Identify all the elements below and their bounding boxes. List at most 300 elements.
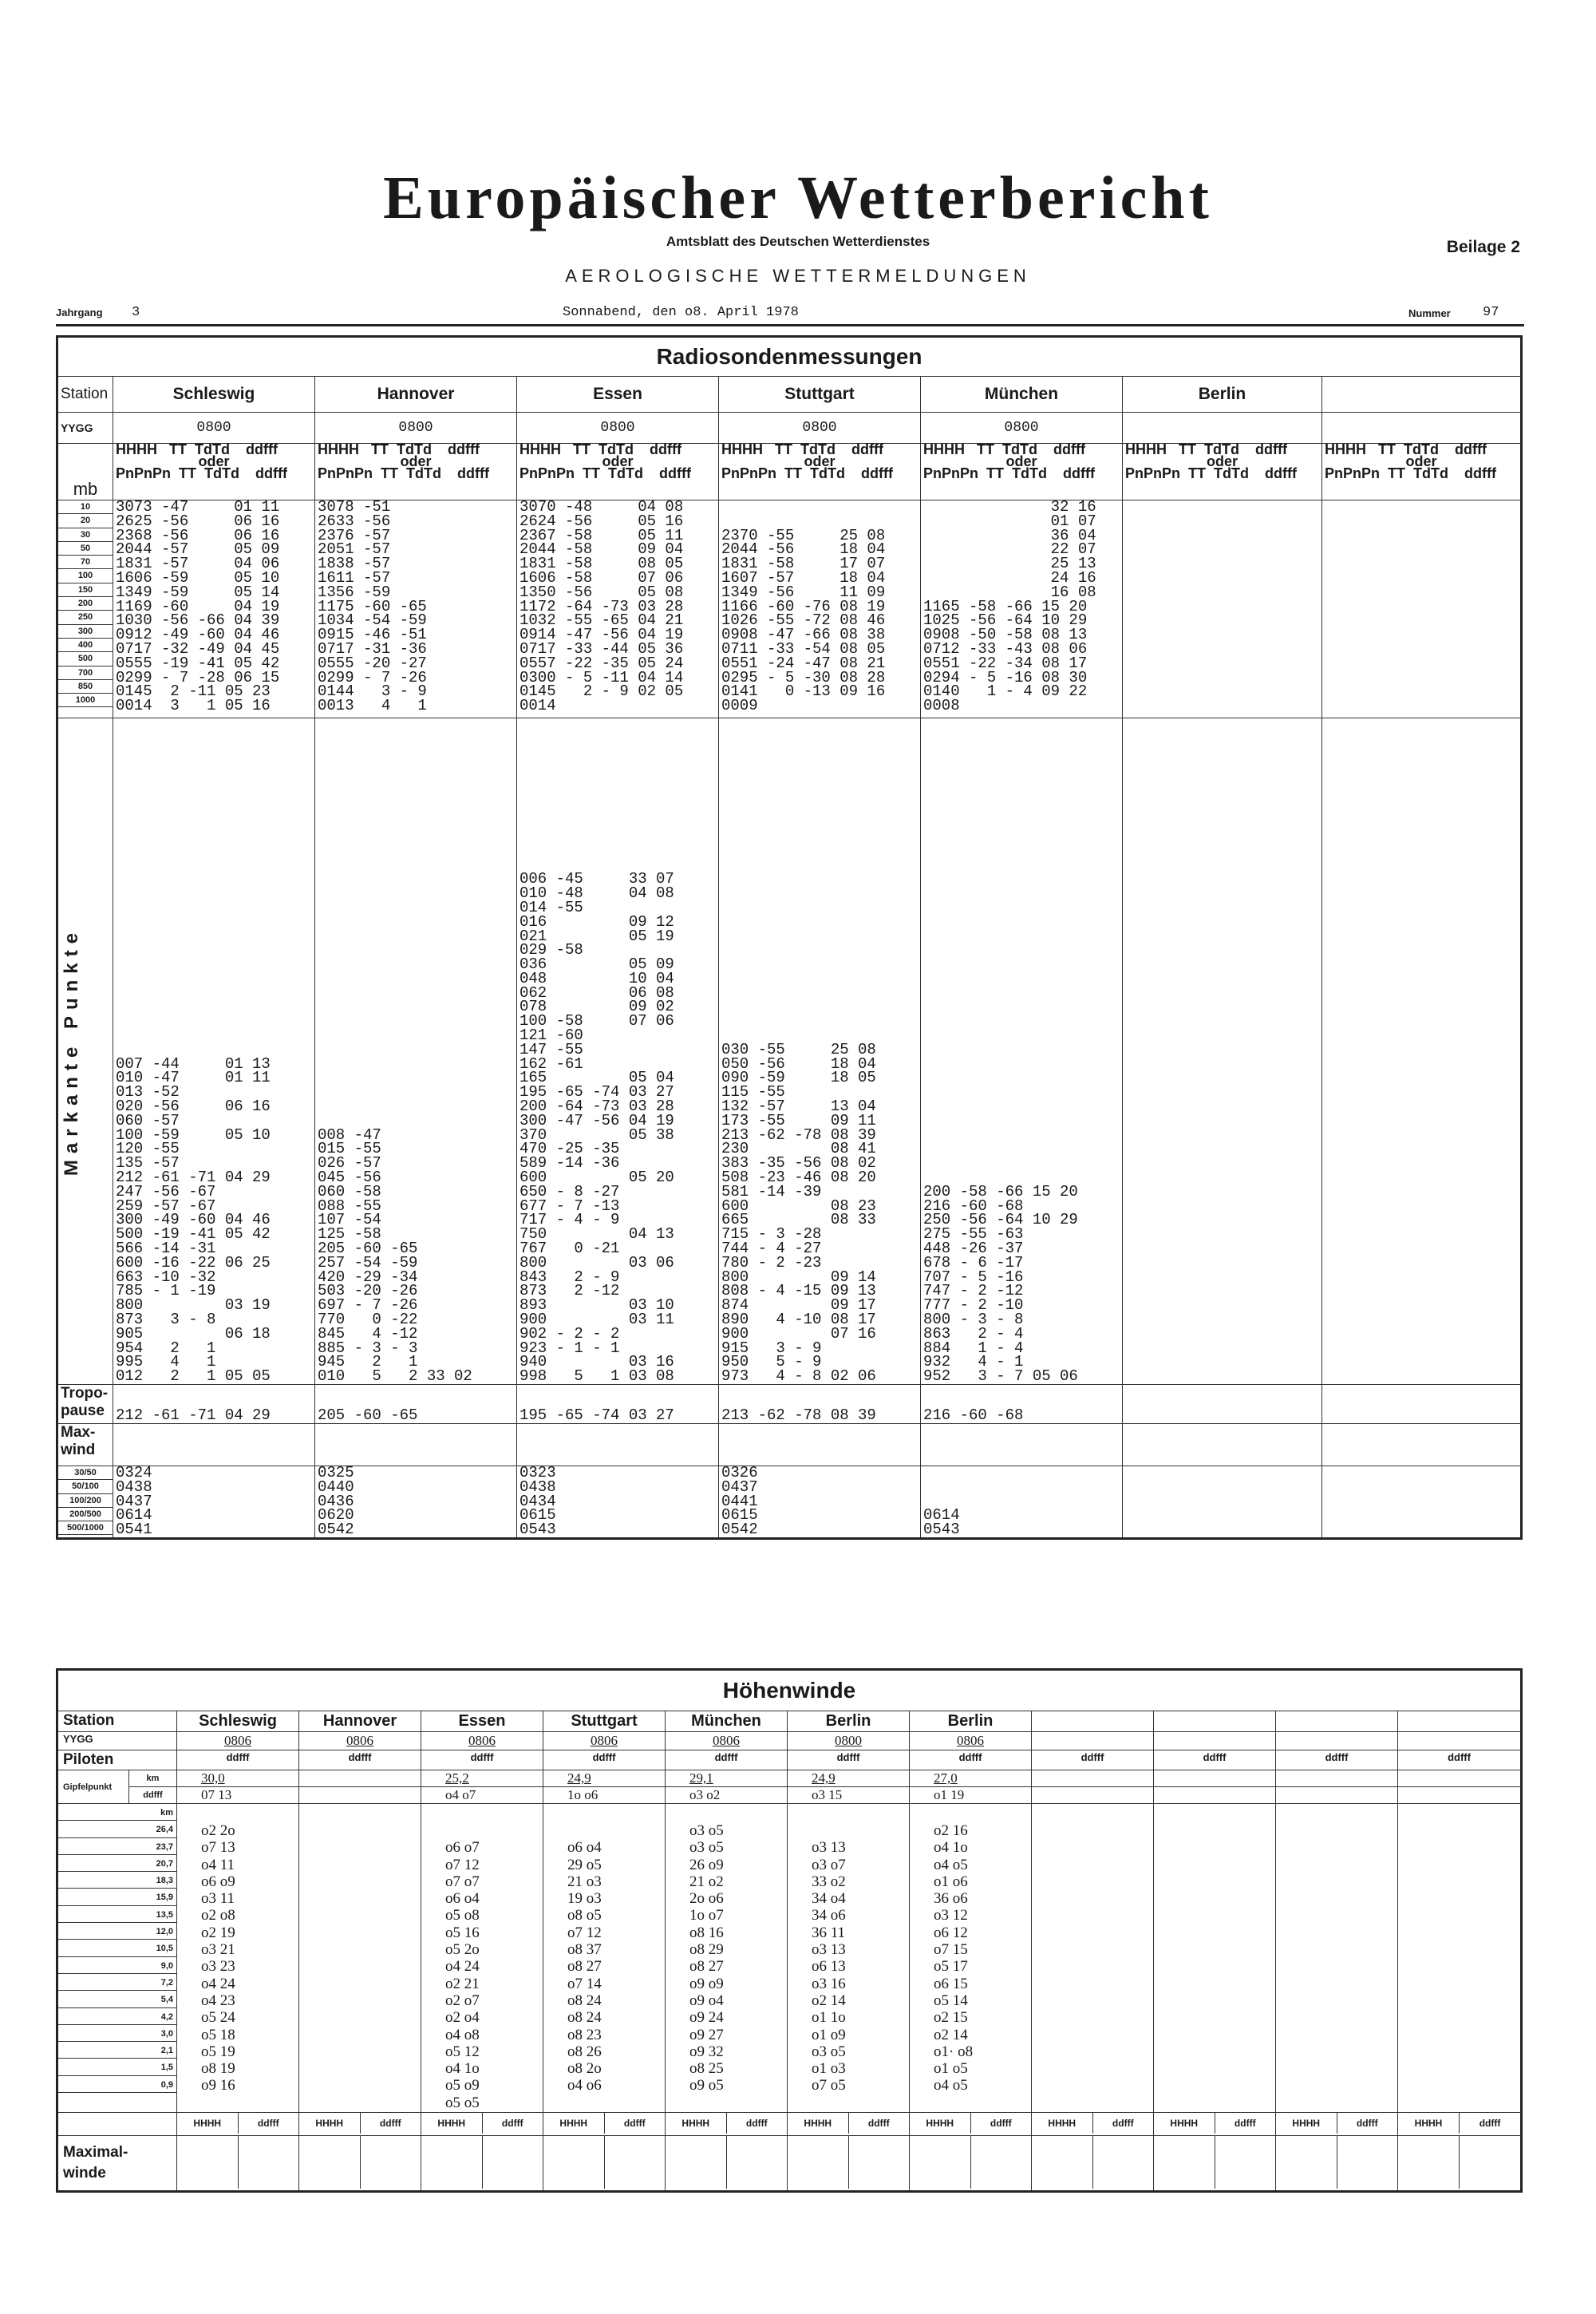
hw-station-6-max-hhhh <box>788 2136 849 2189</box>
km-level-label: 26,4 <box>58 1821 176 1837</box>
station-5-layer-thickness <box>921 1466 1123 1539</box>
hw-station-6-name: Berlin <box>788 1711 910 1732</box>
page-title: Europäischer Wetterbericht <box>383 164 1213 231</box>
hw-station-10-gipfel <box>1276 1770 1398 1804</box>
hw-station-4-ddfff-label: ddfff <box>623 2118 646 2130</box>
hw-station-11-max-hhhh <box>1398 2136 1460 2189</box>
mb-level-label: 100 <box>58 569 113 583</box>
station-4-standard-levels-text: 2370 -55 25 08 2044 -56 18 04 1831 -58 17 07 1607 -57 18 04 1349 -56 11 09 1166 -60 -76 08 19 1026 -55 -72 08 46 0908 -47 -66 08 38 0711 -33 -54 08 05 0551 -24 -47 08 21 0295 - 5 -30 08 28 0141 0 -13 09 16 0009 <box>721 526 886 715</box>
hw-station-10-name <box>1276 1711 1398 1732</box>
hw-station-1-maximalwinde-cells <box>177 2136 298 2189</box>
tropopause-label: Tropo- pause <box>57 1385 113 1424</box>
hw-station-6-gipfel <box>788 1770 910 1804</box>
issue-info-row <box>56 303 1524 326</box>
hw-station-5-yygg <box>666 1732 788 1750</box>
station-6-column-head-line: oder <box>1206 453 1238 469</box>
hw-station-10-hhhh-ddfff-labels <box>1276 2113 1397 2134</box>
hw-station-8-piloten-ddfff: ddfff <box>1080 1751 1104 1763</box>
km-level-label: 0,9 <box>58 2076 176 2093</box>
hw-station-3-ddfff-label: ddfff <box>501 2118 523 2130</box>
hw-station-5-max-ddfff <box>727 2136 788 2189</box>
station-5-column-head <box>921 441 1123 500</box>
hw-station-3-name: Essen <box>421 1711 543 1732</box>
station-6-column-head <box>1123 441 1322 500</box>
mb-level-label: 10 <box>58 500 113 514</box>
hw-station-4-maximalwinde-cells <box>543 2136 665 2189</box>
station-4-layer-thickness <box>719 1466 921 1539</box>
layer-labels <box>57 1466 113 1539</box>
station-1-markante-punkte <box>113 718 315 1385</box>
hw-station-5-name: München <box>666 1711 788 1732</box>
station-2-layer-thickness <box>315 1466 517 1539</box>
mb-level-label: 150 <box>58 583 113 597</box>
hw-station-3-hhhh-label: HHHH <box>421 2113 483 2134</box>
mb-label: mb <box>57 444 113 500</box>
hw-station-6-gipfel-km: 24,9 <box>788 1770 909 1787</box>
hw-station-7-max-ddfff <box>971 2136 1032 2189</box>
km-level-label: 5,4 <box>58 1991 176 2007</box>
hw-station-9-hhhh-label: HHHH <box>1154 2113 1215 2134</box>
hw-station-7-winds <box>910 1804 1032 2113</box>
hw-station-10-hhhh-label: HHHH <box>1276 2113 1337 2134</box>
radiosonde-table <box>56 335 1523 1540</box>
station-2-column-head <box>315 441 517 500</box>
mb-level-label: 700 <box>58 667 113 680</box>
station-7-column-head-line: PnPnPn TT TdTd ddfff <box>1325 465 1496 481</box>
hw-station-3-gipfel-km: 25,2 <box>421 1770 543 1787</box>
hw-station-3-yygg-value: 0806 <box>468 1733 496 1748</box>
station-4-markante-punkte-text: 030 -55 25 08 050 -56 18 04 090 -59 18 05 115 -55 132 -57 13 04 173 -55 09 11 213 -62 -78 08 39 230 08 41 383 -35 -56 08 02 508 -23 -46 08 20 581 -14 -39 600 08 23 665 08 33 715 - 3 -28 744 - 4 -27 780 - 2 -23 800 09 14 808 - 4 -15 09 13 874 09 17 890 4 -10 08 17 900 07 16 915 3 - 9 950 5 - 9 973 4 - 8 02 06 <box>721 1040 876 1386</box>
hw-station-11-gipfel-ddfff <box>1398 1787 1520 1803</box>
km-level-label: 9,0 <box>58 1957 176 1974</box>
hw-station-1-max-ddfff <box>239 2136 299 2189</box>
hw-station-1-hhhh-ddfff-labels <box>177 2113 298 2134</box>
station-1-maxwind <box>113 1424 315 1466</box>
station-4-tropopause-text: 213 -62 -78 08 39 <box>721 1406 876 1425</box>
hw-station-7-ddfff-label: ddfff <box>990 2118 1012 2130</box>
station-6-standard-levels <box>1123 500 1322 718</box>
hw-station-1-ddfff-label: ddfff <box>257 2118 279 2130</box>
station-2-maxwind <box>315 1424 517 1466</box>
hw-station-4-yygg-value: 0806 <box>591 1733 618 1748</box>
piloten-label: Piloten <box>57 1750 177 1770</box>
station-5-tropopause <box>921 1385 1123 1424</box>
hw-station-5-gipfel-km: 29,1 <box>666 1770 787 1787</box>
station-1-layer-thickness <box>113 1466 315 1539</box>
markante-punkte-label-cell <box>57 718 113 1385</box>
station-3-tropopause <box>517 1385 719 1424</box>
hw-station-5-gipfel-ddfff: o3 o2 <box>689 1787 721 1802</box>
hw-station-7-hhhh-ddfff-labels <box>910 2113 1031 2134</box>
hw-station-4-gipfel-km: 24,9 <box>543 1770 665 1787</box>
station-2-markante-punkte-text: 008 -47 015 -55 026 -57 045 -56 060 -58 088 -55 107 -54 125 -58 205 -60 -65 257 -54 -59 420 -29 -34 503 -20 -26 697 - 7 -26 770 0 -22 845 4 -12 885 - 3 - 3 945 2 1 010 5 2 33 02 <box>318 1125 472 1386</box>
hw-station-10-gipfel-km <box>1276 1770 1397 1787</box>
layer-label: 500/1000 <box>58 1521 113 1535</box>
hw-station-11-name <box>1398 1711 1522 1732</box>
mb-levels <box>57 500 113 718</box>
km-level-label: 4,2 <box>58 2008 176 2025</box>
maximalwinde-label: Maximal- winde <box>57 2136 177 2192</box>
hw-station-3-yygg <box>421 1732 543 1750</box>
hw-station-9-max-hhhh <box>1154 2136 1215 2189</box>
hw-station-11-piloten-ddfff: ddfff <box>1448 1751 1471 1763</box>
hw-station-4-hhhh-ddfff <box>543 2113 666 2136</box>
maxwind-label: Max- wind <box>57 1424 113 1466</box>
station-1-column-head-line: PnPnPn TT TdTd ddfff <box>116 465 287 481</box>
gipfelpunkt-label: Gipfelpunkt <box>57 1770 129 1804</box>
km-level-label: 23,7 <box>58 1838 176 1855</box>
station-7-layer-thickness <box>1322 1466 1522 1539</box>
hw-station-11-winds <box>1398 1804 1522 2113</box>
station-6-name: Berlin <box>1123 377 1322 413</box>
hw-station-2-gipfel-km <box>299 1770 421 1787</box>
hw-station-3-piloten <box>421 1750 543 1770</box>
layer-label: 200/500 <box>58 1508 113 1521</box>
station-3-layer-thickness-text: 0323 0438 0434 0615 0543 <box>519 1464 556 1539</box>
hw-station-10-winds <box>1276 1804 1398 2113</box>
mb-level-label: 70 <box>58 556 113 569</box>
hw-station-4-winds-text: o6 o4 29 o5 21 o3 19 o3 o8 o5 o7 12 o8 37 o8 27 o7 14 o8 24 o8 24 o8 23 o8 26 o8 2o o4 o6 <box>567 1839 602 2094</box>
hw-station-3-hhhh-ddfff-labels <box>421 2113 543 2134</box>
hw-station-1-maximalwinde <box>177 2136 299 2192</box>
hoehenwinde-table <box>56 1668 1523 2193</box>
hw-station-7-gipfel <box>910 1770 1032 1804</box>
station-3-tropopause-text: 195 -65 -74 03 27 <box>519 1406 674 1425</box>
station-1-name: Schleswig <box>113 377 315 413</box>
hw-station-7-hhhh-ddfff <box>910 2113 1032 2136</box>
hw-station-8-yygg <box>1032 1732 1154 1750</box>
km-level-label: km <box>58 1804 176 1821</box>
hw-station-6-hhhh-ddfff <box>788 2113 910 2136</box>
hw-station-2-piloten <box>299 1750 421 1770</box>
hw-station-5-ddfff-label: ddfff <box>745 2118 768 2130</box>
station-2-standard-levels-text: 3078 -51 2633 -56 2376 -57 2051 -57 1838 -57 1611 -57 1356 -59 1175 -60 -65 1034 -54 -59 0915 -46 -51 0717 -31 -36 0555 -20 -27 0299 - 7 -26 0144 3 - 9 0013 4 1 <box>318 498 427 715</box>
hw-station-3-gipfel-ddfff: o4 o7 <box>445 1787 476 1802</box>
layer-label: 100/200 <box>58 1494 113 1508</box>
hw-station-11-hhhh-label: HHHH <box>1398 2113 1460 2134</box>
hw-station-3-max-ddfff <box>483 2136 543 2189</box>
issue-date: Sonnabend, den o8. April 1978 <box>563 305 799 320</box>
mb-level-label: 20 <box>58 514 113 528</box>
hw-station-9-winds <box>1154 1804 1276 2113</box>
hw-station-9-hhhh-ddfff <box>1154 2113 1276 2136</box>
km-level-label: 18,3 <box>58 1872 176 1889</box>
hw-station-5-hhhh-ddfff-labels <box>666 2113 787 2134</box>
station-1-standard-levels-text: 3073 -47 01 11 2625 -56 06 16 2368 -56 06 16 2044 -57 05 09 1831 -57 04 06 1606 -59 05 10 1349 -59 05 14 1169 -60 04 19 1030 -56 -66 04 39 0912 -49 -60 04 46 0717 -32 -49 04 45 0555 -19 -41 05 42 0299 - 7 -28 06 15 0145 2 -11 05 23 0014 3 1 05 16 <box>116 498 280 715</box>
station-7-name <box>1322 377 1522 413</box>
hw-station-2-winds <box>299 1804 421 2113</box>
km-level-label: 20,7 <box>58 1855 176 1872</box>
km-level-label: 10,5 <box>58 1940 176 1956</box>
mb-level-label: 500 <box>58 652 113 666</box>
hw-station-8-max-ddfff <box>1093 2136 1154 2189</box>
km-level-label: 1,5 <box>58 2059 176 2075</box>
hw-station-8-ddfff-label: ddfff <box>1112 2118 1134 2130</box>
hw-station-2-piloten-ddfff: ddfff <box>348 1751 372 1763</box>
hw-station-6-yygg-value: 0800 <box>835 1733 862 1748</box>
hw-station-5-gipfel <box>666 1770 788 1804</box>
hw-station-7-maximalwinde-cells <box>910 2136 1031 2189</box>
hw-station-10-maximalwinde <box>1276 2136 1398 2192</box>
station-4-column-head <box>719 441 921 500</box>
hw-station-6-hhhh-ddfff-labels <box>788 2113 909 2134</box>
station-3-yygg: 0800 <box>517 413 719 444</box>
hw-station-4-hhhh-ddfff-labels <box>543 2113 665 2134</box>
station-3-column-head-line: oder <box>602 453 634 469</box>
station-6-maxwind <box>1123 1424 1322 1466</box>
markante-punkte-label: Markante Punkte <box>61 926 82 1177</box>
hw-station-9-name <box>1154 1711 1276 1732</box>
station-1-column-head-line: HHHH TT TdTd ddfff <box>116 441 278 457</box>
mb-level-label: 30 <box>58 528 113 542</box>
station-4-yygg: 0800 <box>719 413 921 444</box>
subtitle: Amtsblatt des Deutschen Wetterdienstes <box>666 234 930 249</box>
station-3-name: Essen <box>517 377 719 413</box>
hw-station-4-winds <box>543 1804 666 2113</box>
layer-label: 30/50 <box>58 1466 113 1480</box>
hw-station-11-gipfel-km <box>1398 1770 1520 1787</box>
station-5-markante-punkte <box>921 718 1123 1385</box>
km-level-label: 7,2 <box>58 1974 176 1991</box>
hw-station-2-hhhh-ddfff-labels <box>299 2113 421 2134</box>
hw-station-6-gipfel-ddfff: o3 15 <box>812 1787 843 1802</box>
hw-station-7-max-hhhh <box>910 2136 971 2189</box>
hw-station-8-name <box>1032 1711 1154 1732</box>
section-title: AEROLOGISCHE WETTERMELDUNGEN <box>565 266 1031 286</box>
station-4-tropopause <box>719 1385 921 1424</box>
hw-station-2-yygg-value: 0806 <box>346 1733 373 1748</box>
station-2-tropopause-text: 205 -60 -65 <box>318 1406 418 1425</box>
hw-station-1-hhhh-ddfff <box>177 2113 299 2136</box>
station-6-markante-punkte <box>1123 718 1322 1385</box>
hw-station-1-hhhh-label: HHHH <box>177 2113 239 2134</box>
mb-level-label: 250 <box>58 611 113 624</box>
hw-station-1-piloten-ddfff: ddfff <box>226 1751 250 1763</box>
hw-station-1-yygg <box>177 1732 299 1750</box>
hw-station-9-gipfel <box>1154 1770 1276 1804</box>
station-1-layer-thickness-text: 0324 0438 0437 0614 0541 <box>116 1464 152 1539</box>
hw-station-3-winds-text: o6 o7 o7 12 o7 o7 o6 o4 o5 o8 o5 16 o5 2o o4 24 o2 21 o2 o7 o2 o4 o4 o8 o5 12 o4 1o o5 o9 o5 o5 <box>445 1839 480 2111</box>
hw-station-7-gipfel-ddfff: o1 19 <box>934 1787 965 1802</box>
hw-station-6-maximalwinde <box>788 2136 910 2192</box>
station-7-column-head <box>1322 441 1522 500</box>
hw-station-2-max-hhhh <box>299 2136 361 2189</box>
station-6-yygg <box>1123 413 1322 444</box>
nummer-label: Nummer <box>1408 307 1451 319</box>
hw-station-10-max-hhhh <box>1276 2136 1337 2189</box>
hw-station-1-gipfel <box>177 1770 299 1804</box>
hw-station-4-piloten-ddfff: ddfff <box>592 1751 616 1763</box>
hw-station-3-maximalwinde-cells <box>421 2136 543 2189</box>
station-3-markante-punkte <box>517 718 719 1385</box>
hw-station-10-yygg <box>1276 1732 1398 1750</box>
hw-station-5-piloten-ddfff: ddfff <box>714 1751 738 1763</box>
station-5-maxwind <box>921 1424 1123 1466</box>
station-3-markante-punkte-text: 006 -45 33 07 010 -48 04 08 014 -55 016 09 12 021 05 19 029 -58 036 05 09 048 10 04 062 06 08 078 09 02 100 -58 07 06 121 -60 147 -55 162 -61 165 05 04 195 -65 -74 03 27 200 -64 -73 03 28 300 -47 -56 04 19 370 05 38 470 -25 -35 589 -14 -36 600 05 20 650 - 8 -27 677 - 7 -13 717 - 4 - 9 750 04 13 767 0 -21 800 03 06 843 2 - 9 873 2 -12 893 03 10 900 03 11 902 - 2 - 2 923 - 1 - 1 940 03 16 998 5 1 03 08 <box>519 870 674 1386</box>
station-2-standard-levels <box>315 500 517 718</box>
hw-station-6-yygg <box>788 1732 910 1750</box>
station-1-column-head <box>113 441 315 500</box>
station-1-column-head-line: oder <box>198 453 230 469</box>
station-6-column-head-line: PnPnPn TT TdTd ddfff <box>1125 465 1297 481</box>
km-level-label: 15,9 <box>58 1889 176 1905</box>
station-3-standard-levels <box>517 500 719 718</box>
station-label: Station <box>57 377 113 413</box>
hw-station-2-yygg <box>299 1732 421 1750</box>
station-7-column-head-line: oder <box>1405 453 1437 469</box>
hw-station-8-winds <box>1032 1804 1154 2113</box>
mb-level-label: 50 <box>58 542 113 556</box>
station-5-tropopause-text: 216 -60 -68 <box>923 1406 1024 1425</box>
station-3-maxwind <box>517 1424 719 1466</box>
hw-station-5-max-hhhh <box>666 2136 727 2189</box>
hw-station-9-max-ddfff <box>1215 2136 1276 2189</box>
hw-station-2-name: Hannover <box>299 1711 421 1732</box>
hw-station-3-hhhh-ddfff <box>421 2113 543 2136</box>
station-2-layer-thickness-text: 0325 0440 0436 0620 0542 <box>318 1464 354 1539</box>
radiosonde-caption: Radiosondenmessungen <box>57 337 1522 377</box>
hw-station-6-max-ddfff <box>849 2136 910 2189</box>
hw-station-9-yygg <box>1154 1732 1276 1750</box>
hw-station-10-piloten <box>1276 1750 1398 1770</box>
hw-station-9-gipfel-km <box>1154 1770 1275 1787</box>
hw-station-2-max-ddfff <box>361 2136 421 2189</box>
beilage-label: Beilage 2 <box>1446 238 1520 256</box>
hw-station-2-ddfff-label: ddfff <box>379 2118 401 2130</box>
hw-station-1-winds-text: o2 2o o7 13 o4 11 o6 o9 o3 11 o2 o8 o2 19 o3 21 o3 23 o4 24 o4 23 o5 24 o5 18 o5 19 o8 19 o9 16 <box>201 1822 235 2094</box>
station-5-layer-thickness-text: 0614 0543 <box>923 1506 960 1539</box>
hw-station-3-gipfel <box>421 1770 543 1804</box>
gipfel-ddfff-label: ddfff <box>143 1790 163 1800</box>
hw-station-7-piloten-ddfff: ddfff <box>958 1751 982 1763</box>
station-5-column-head-line: HHHH TT TdTd ddfff <box>923 441 1085 457</box>
hw-station-5-winds <box>666 1804 788 2113</box>
hw-station-4-gipfel-ddfff: 1o o6 <box>567 1787 598 1802</box>
hw-station-9-gipfel-ddfff <box>1154 1787 1275 1803</box>
jahrgang-value: 3 <box>132 305 140 320</box>
hw-station-7-hhhh-label: HHHH <box>910 2113 971 2134</box>
hw-station-11-piloten <box>1398 1750 1522 1770</box>
station-6-layer-thickness <box>1123 1466 1322 1539</box>
hw-station-2-gipfel <box>299 1770 421 1804</box>
hw-station-10-piloten-ddfff: ddfff <box>1325 1751 1349 1763</box>
hw-station-4-hhhh-label: HHHH <box>543 2113 605 2134</box>
hw-station-2-gipfel-ddfff <box>299 1787 421 1803</box>
station-6-column-head-line: HHHH TT TdTd ddfff <box>1125 441 1287 457</box>
station-2-yygg: 0800 <box>315 413 517 444</box>
hw-station-5-piloten <box>666 1750 788 1770</box>
hw-station-6-winds <box>788 1804 910 2113</box>
km-level-label: 13,5 <box>58 1906 176 1923</box>
km-level-label: 3,0 <box>58 2025 176 2042</box>
station-1-standard-levels <box>113 500 315 718</box>
station-5-column-head-line: oder <box>1005 453 1037 469</box>
hw-station-3-winds <box>421 1804 543 2113</box>
hw-station-1-piloten <box>177 1750 299 1770</box>
station-3-column-head <box>517 441 719 500</box>
station-3-column-head-line: PnPnPn TT TdTd ddfff <box>519 465 691 481</box>
station-7-standard-levels <box>1322 500 1522 718</box>
station-7-tropopause <box>1322 1385 1522 1424</box>
station-2-column-head-line: HHHH TT TdTd ddfff <box>318 441 480 457</box>
station-1-tropopause <box>113 1385 315 1424</box>
hw-station-6-piloten-ddfff: ddfff <box>836 1751 860 1763</box>
km-level-label: 2,1 <box>58 2042 176 2059</box>
hw-station-6-maximalwinde-cells <box>788 2136 909 2189</box>
station-2-name: Hannover <box>315 377 517 413</box>
hw-station-4-name: Stuttgart <box>543 1711 666 1732</box>
hw-station-4-yygg <box>543 1732 666 1750</box>
gipfel-sub-labels <box>129 1770 177 1804</box>
station-5-yygg: 0800 <box>921 413 1123 444</box>
hw-station-1-name: Schleswig <box>177 1711 299 1732</box>
station-4-standard-levels <box>719 500 921 718</box>
mb-level-label: 300 <box>58 625 113 639</box>
hw-station-6-piloten <box>788 1750 910 1770</box>
hw-station-7-winds-text: o2 16 o4 1o o4 o5 o1 o6 36 o6 o3 12 o6 12 o7 15 o5 17 o6 15 o5 14 o2 15 o2 14 o1· o8 o1 o5 o4 o5 <box>934 1822 974 2094</box>
station-3-layer-thickness <box>517 1466 719 1539</box>
hw-station-7-gipfel-km: 27,0 <box>910 1770 1031 1787</box>
mb-level-label: 1000 <box>58 694 113 707</box>
hw-station-4-max-hhhh <box>543 2136 605 2189</box>
hw-station-1-max-hhhh <box>177 2136 239 2189</box>
station-4-column-head-line: HHHH TT TdTd ddfff <box>721 441 883 457</box>
station-2-column-head-line: oder <box>400 453 432 469</box>
hw-station-9-ddfff-label: ddfff <box>1234 2118 1256 2130</box>
hw-station-4-max-ddfff <box>605 2136 666 2189</box>
station-4-layer-thickness-text: 0326 0437 0441 0615 0542 <box>721 1464 758 1539</box>
hw-station-8-piloten <box>1032 1750 1154 1770</box>
km-levels <box>57 1804 177 2113</box>
station-5-name: München <box>921 377 1123 413</box>
station-2-markante-punkte <box>315 718 517 1385</box>
hw-station-11-ddfff-label: ddfff <box>1479 2118 1501 2130</box>
hw-station-11-yygg <box>1398 1732 1522 1750</box>
station-3-standard-levels-text: 3070 -48 04 08 2624 -56 05 16 2367 -58 05 11 2044 -58 09 04 1831 -58 08 05 1606 -58 07 06 1350 -56 05 08 1172 -64 -73 03 28 1032 -55 -65 04 21 0914 -47 -56 04 19 0717 -33 -44 05 36 0557 -22 -35 05 24 0300 - 5 -11 04 14 0145 2 - 9 02 05 0014 <box>519 498 684 715</box>
hw-station-3-maximalwinde <box>421 2136 543 2192</box>
hw-station-8-gipfel <box>1032 1770 1154 1804</box>
hw-station-8-hhhh-ddfff-labels <box>1032 2113 1153 2134</box>
station-2-column-head-line: PnPnPn TT TdTd ddfff <box>318 465 489 481</box>
station-5-standard-levels-text: 32 16 01 07 36 04 22 07 25 13 24 16 16 08 1165 -58 -66 15 20 1025 -56 -64 10 29 0908 -50 -58 08 13 0712 -33 -43 08 06 0551 -22 -34 08 17 0294 - 5 -16 08 30 0140 1 - 4 09 22 0008 <box>923 498 1096 715</box>
hw-station-3-piloten-ddfff: ddfff <box>470 1751 494 1763</box>
hw-station-11-gipfel <box>1398 1770 1522 1804</box>
km-level-label: 12,0 <box>58 1923 176 1940</box>
layer-label: 50/100 <box>58 1480 113 1493</box>
mb-level-label: 200 <box>58 597 113 611</box>
hw-station-8-max-hhhh <box>1032 2136 1093 2189</box>
hw-station-7-name: Berlin <box>910 1711 1032 1732</box>
yygg-label: YYGG <box>57 413 113 444</box>
hw-station-3-max-hhhh <box>421 2136 483 2189</box>
jahrgang-label: Jahrgang <box>56 307 103 318</box>
station-7-maxwind <box>1322 1424 1522 1466</box>
hw-station-8-maximalwinde <box>1032 2136 1154 2192</box>
station-5-standard-levels <box>921 500 1123 718</box>
hw-station-6-ddfff-label: ddfff <box>867 2118 890 2130</box>
hw-station-4-maximalwinde <box>543 2136 666 2192</box>
hw-station-7-maximalwinde <box>910 2136 1032 2192</box>
station-1-markante-punkte-text: 007 -44 01 13 010 -47 01 11 013 -52 020 -56 06 16 060 -57 100 -59 05 10 120 -55 135 -57 212 -61 -71 04 29 247 -56 -67 259 -57 -67 300 -49 -60 04 46 500 -19 -41 05 42 566 -14 -31 600 -16 -22 06 25 663 -10 -32 785 - 1 -19 800 03 19 873 3 - 8 905 06 18 954 2 1 995 4 1 012 2 1 05 05 <box>116 1054 271 1386</box>
hw-station-10-gipfel-ddfff <box>1276 1787 1397 1803</box>
station-1-tropopause-text: 212 -61 -71 04 29 <box>116 1406 271 1425</box>
gipfel-km-label: km <box>129 1770 176 1787</box>
hw-station-5-maximalwinde <box>666 2136 788 2192</box>
hw-station-1-winds <box>177 1804 299 2113</box>
mb-level-label: 850 <box>58 680 113 694</box>
station-4-column-head-line: PnPnPn TT TdTd ddfff <box>721 465 893 481</box>
hw-station-11-hhhh-ddfff-labels <box>1398 2113 1520 2134</box>
